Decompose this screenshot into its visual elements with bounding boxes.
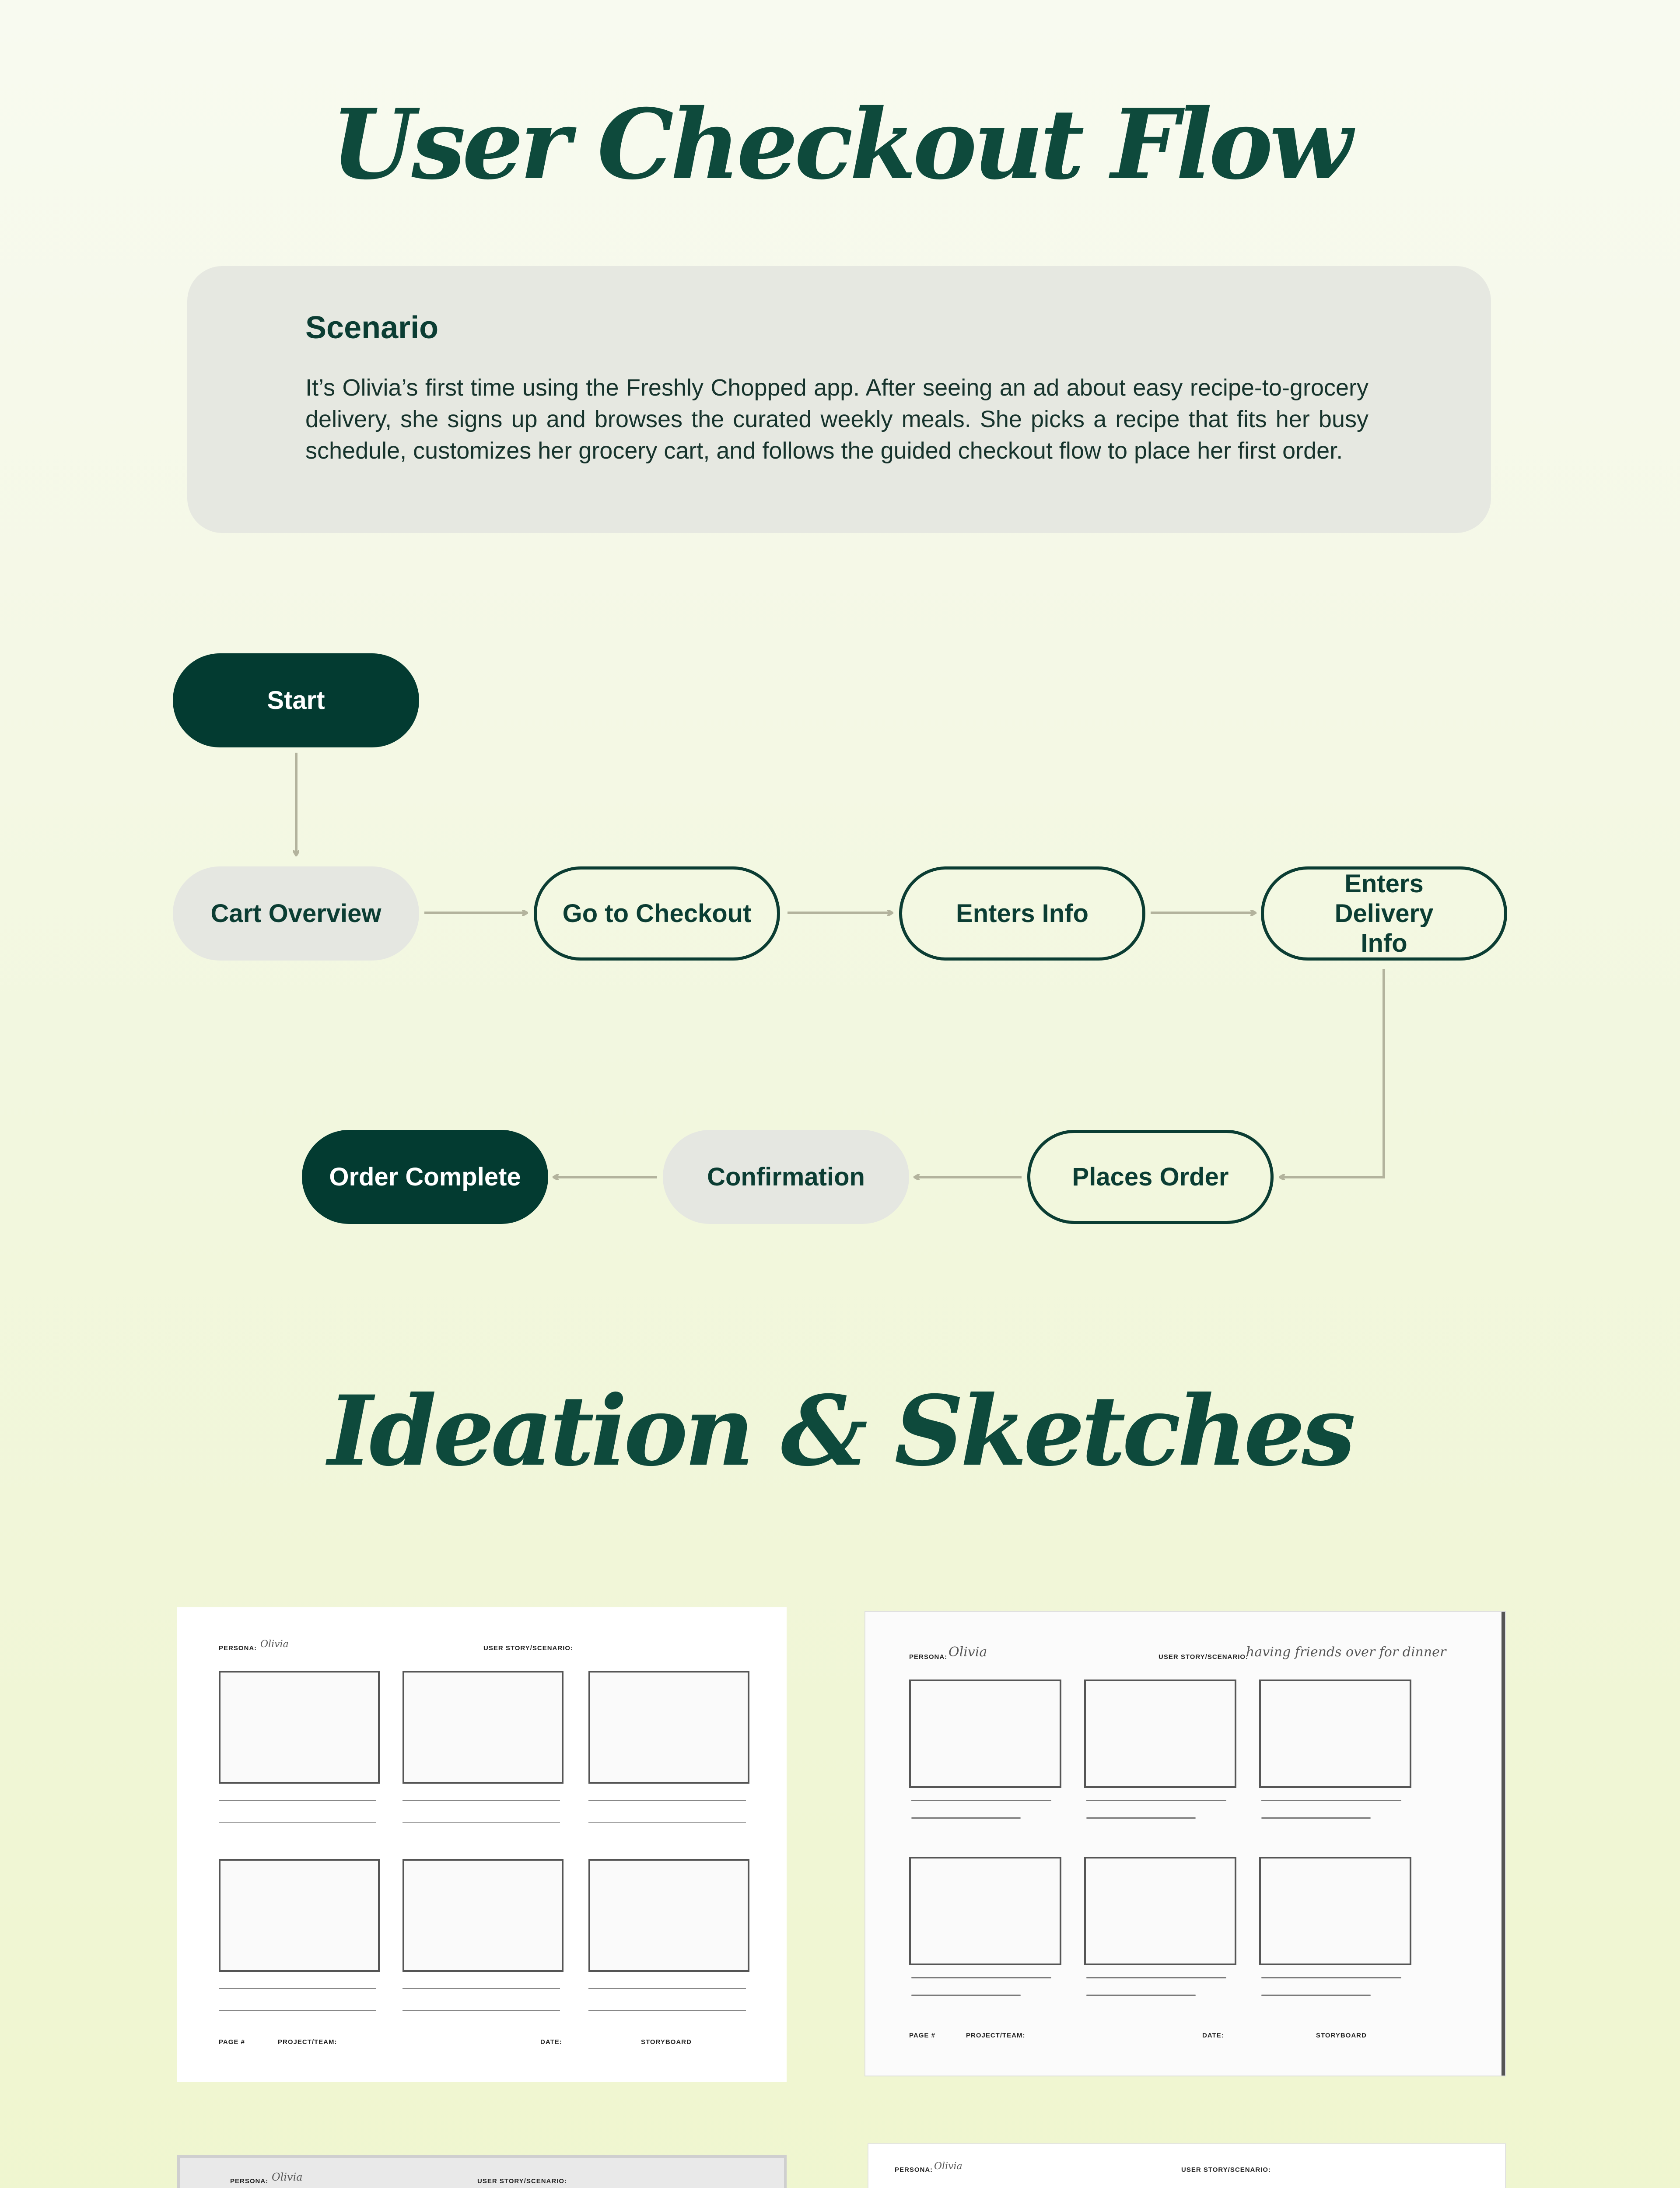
storyboard-panel	[1259, 1680, 1411, 1788]
scenario-text: It’s Olivia’s first time using the Freshly Chopped app. After seeing an ad about easy recipe-to-grocery delivery, she signs up and browses the curated weekly meals. She picks a recipe that fits her busy schedule, customizes her grocery cart, and follows the guided checkout flow to place her first order.	[305, 375, 1368, 464]
flow-node-confirmation: Confirmation	[663, 1130, 909, 1224]
persona-value: Olivia	[948, 1645, 987, 1660]
storyboard-panel	[1084, 1857, 1236, 1965]
storyboard-panel	[588, 1859, 749, 1972]
story-value: having friends over for dinner	[1246, 1645, 1446, 1660]
project-label: PROJECT/TEAM:	[966, 2032, 1026, 2039]
flow-node-order-complete: Order Complete	[302, 1130, 548, 1224]
brand-label: STORYBOARD	[641, 2038, 692, 2046]
section-title-ideation: Ideation & Sketches	[328, 1374, 1352, 1487]
storyboard-panel	[219, 1671, 380, 1784]
storyboard-panel	[588, 1671, 749, 1784]
storyboard-sketch-1	[177, 1607, 787, 2082]
persona-label: PERSONA:	[230, 2177, 269, 2185]
persona-value: Olivia	[260, 1639, 289, 1650]
storyboard-panel	[1259, 1857, 1411, 1965]
storyboard-sketch-2	[865, 1612, 1505, 2076]
page-label: PAGE #	[219, 2038, 245, 2046]
page-title: User Checkout Flow	[331, 88, 1349, 201]
persona-value: Olivia	[934, 2161, 962, 2172]
story-label: USER STORY/SCENARIO:	[1158, 1653, 1249, 1661]
brand-label: STORYBOARD	[1316, 2032, 1367, 2039]
storyboard-sketch-3	[177, 2155, 787, 2188]
flow-node-enters-delivery-info: Enters Delivery Info	[1261, 866, 1507, 961]
arrow-delivery-to-places	[1280, 969, 1384, 1177]
storyboard-sketch-4	[868, 2144, 1505, 2188]
date-label: DATE:	[1202, 2032, 1224, 2039]
storyboard-panel	[402, 1671, 564, 1784]
date-label: DATE:	[540, 2038, 562, 2046]
scenario-heading: Scenario	[305, 310, 439, 345]
story-label: USER STORY/SCENARIO:	[1181, 2166, 1271, 2174]
persona-label: PERSONA:	[219, 1645, 257, 1652]
project-label: PROJECT/TEAM:	[278, 2038, 337, 2046]
flow-node-cart-overview: Cart Overview	[173, 866, 419, 961]
page-label: PAGE #	[909, 2032, 935, 2039]
persona-value: Olivia	[272, 2171, 303, 2183]
flow-node-places-order: Places Order	[1027, 1130, 1274, 1224]
persona-label: PERSONA:	[909, 1653, 948, 1661]
persona-label: PERSONA:	[895, 2166, 933, 2174]
storyboard-panel	[909, 1680, 1061, 1788]
flow-node-go-to-checkout: Go to Checkout	[534, 866, 780, 961]
flow-node-start: Start	[173, 653, 419, 747]
storyboard-panel	[909, 1857, 1061, 1965]
story-label: USER STORY/SCENARIO:	[477, 2177, 567, 2185]
flow-node-enters-info: Enters Info	[899, 866, 1145, 961]
storyboard-panel	[1084, 1680, 1236, 1788]
story-label: USER STORY/SCENARIO:	[483, 1645, 574, 1652]
storyboard-panel	[219, 1859, 380, 1972]
storyboard-panel	[402, 1859, 564, 1972]
